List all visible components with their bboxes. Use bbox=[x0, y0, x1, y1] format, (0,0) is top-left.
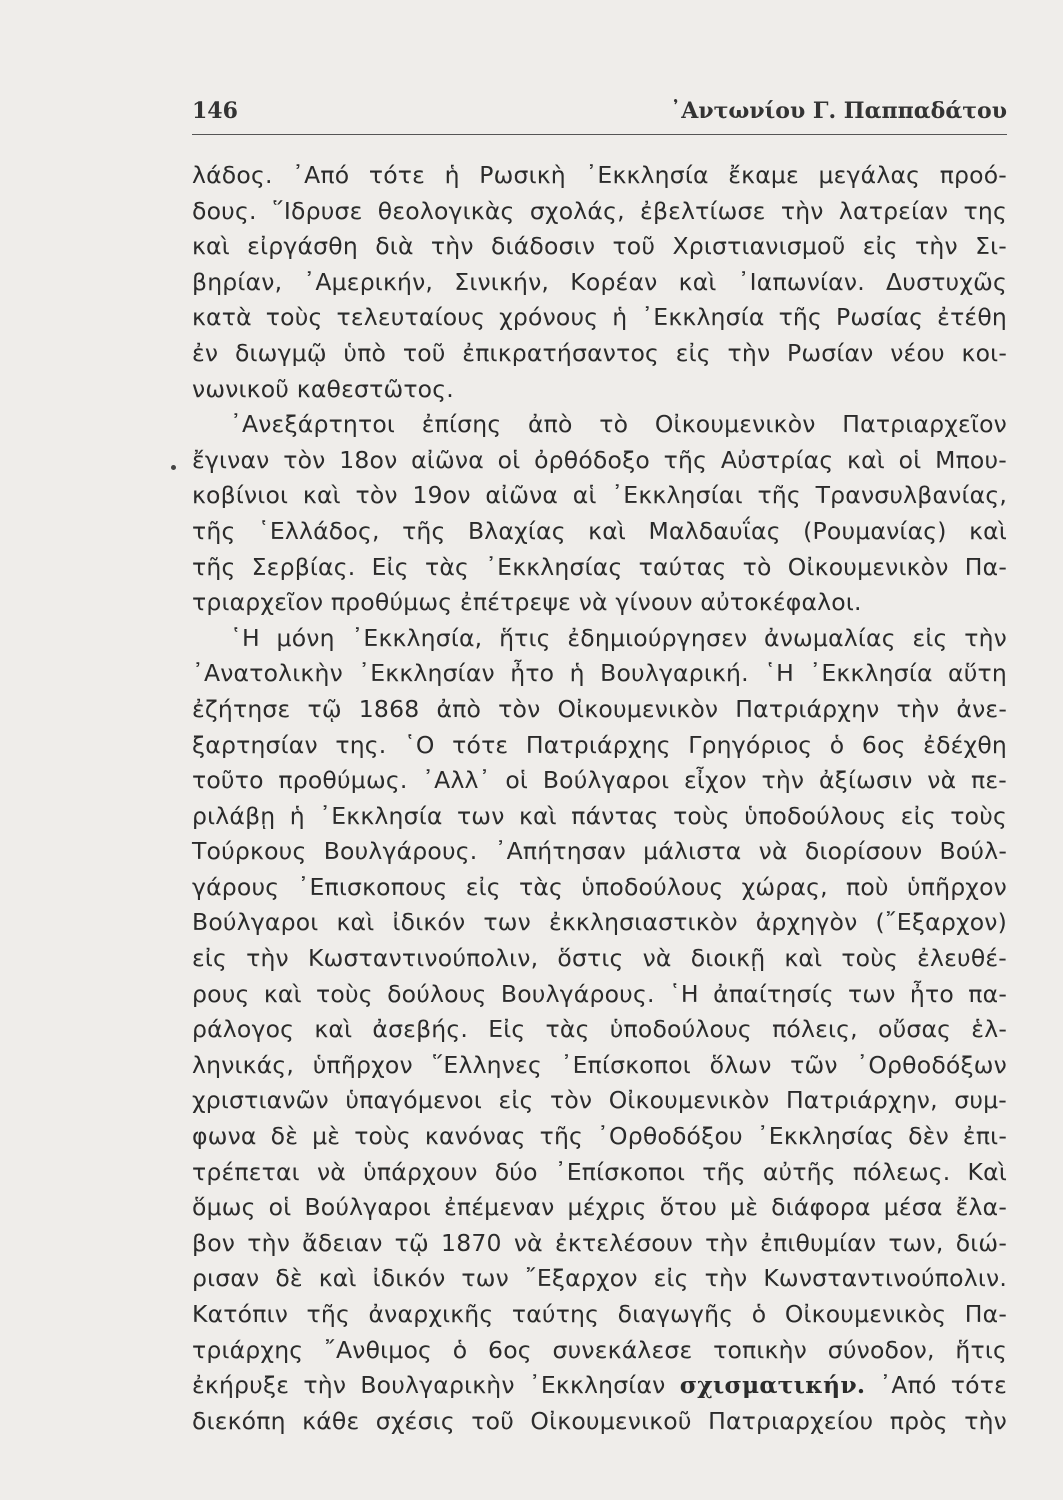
text-line: Κατόπιν τῆς ἀναρχικῆς ταύτης διαγωγῆς ὁ Οἰκουμενικὸς Πα- bbox=[192, 1300, 1007, 1328]
line-segment: ᾿Από τότε bbox=[865, 1371, 1007, 1400]
page-number: 146 bbox=[192, 98, 238, 124]
text-line: τοῦτο προθύμως. ᾿Αλλ᾿ οἱ Βούλγαροι εἶχον τὴν ἀξίωσιν νὰ πε- bbox=[192, 766, 1007, 795]
text-line: λάδος. ᾿Από τότε ἡ Ρωσικὴ ᾿Εκκλησία ἔκαμε μεγάλας προό- bbox=[192, 161, 1007, 189]
text-line: διεκόπη κάθε σχέσις τοῦ Οἰκουμενικοῦ Πατριαρχείου πρὸς τὴν bbox=[192, 1406, 1007, 1435]
text-line: βηρίαν, ᾿Αμερικήν, Σινικήν, Κορέαν καὶ ᾿Ιαπωνίαν. Δυστυχῶς bbox=[192, 267, 1007, 296]
text-line: τριάρχης ῎Ανθιμος ὁ 6ος συνεκάλεσε τοπικὴν σύνοδον, ἥτις bbox=[192, 1335, 1007, 1364]
text-line: ᾿Ανατολικὴν ᾿Εκκλησίαν ἦτο ἡ Βουλγαρική. ῾Η ᾿Εκκλησία αὕτη bbox=[192, 659, 1007, 688]
text-line: ῾Η μόνη ᾿Εκκλησία, ἥτις ἐδημιούργησεν ἀνωμαλίας εἰς τὴν bbox=[230, 623, 1007, 652]
text-line: ριλάβῃ ἡ ᾿Εκκλησία των καὶ πάντας τοὺς ὑποδούλους εἰς τοὺς bbox=[192, 801, 1007, 830]
text-line: τρέπεται νὰ ὑπάρχουν δύο ᾿Επίσκοποι τῆς αὐτῆς πόλεως. Καὶ bbox=[192, 1157, 1007, 1186]
text-line: ὅμως οἱ Βούλγαροι ἐπέμεναν μέχρις ὅτου μὲ διάφορα μέσα ἔλα- bbox=[192, 1193, 1007, 1222]
text-line: τῆς Σερβίας. Εἰς τὰς ᾿Εκκλησίας ταύτας τὸ Οἰκουμενικὸν Πα- bbox=[192, 552, 1007, 581]
text-line: νωνικοῦ καθεστῶτος. bbox=[192, 374, 454, 403]
text-line: ληνικάς, ὑπῆρχον ῞Ελληνες ᾿Επίσκοποι ὅλων τῶν ᾿Ορθοδόξων bbox=[192, 1050, 1007, 1079]
line-segment: ἐκήρυξε τὴν Βουλγαρικὴν ᾿Εκκλησίαν bbox=[192, 1371, 680, 1400]
text-line: ᾿Ανεξάρτητοι ἐπίσης ἀπὸ τὸ Οἰκουμενικὸν Πατριαρχεῖον bbox=[230, 410, 1007, 439]
text-line: κατὰ τοὺς τελευταίους χρόνους ἡ ᾿Εκκλησία τῆς Ρωσίας ἐτέθη bbox=[192, 303, 1007, 332]
text-line: ρους καὶ τοὺς δούλους Βουλγάρους. ῾Η ἀπαίτησίς των ἦτο πα- bbox=[192, 979, 1007, 1008]
text-line: δους. ῞Ιδρυσε θεολογικὰς σχολάς, ἐβελτίωσε τὴν λατρείαν της bbox=[192, 196, 1007, 225]
text-line: βον τὴν ἄδειαν τῷ 1870 νὰ ἐκτελέσουν τὴν ἐπιθυμίαν των, διώ- bbox=[192, 1228, 1007, 1257]
text-line-with-bold bbox=[192, 1368, 1007, 1404]
text-line: εἰς τὴν Κωσταντινούπολιν, ὅστις νὰ διοικῇ καὶ τοὺς ἐλευθέ- bbox=[192, 944, 1007, 973]
text-line: χριστιανῶν ὑπαγόμενοι εἰς τὸν Οἰκουμενικὸν Πατριάρχην, συμ- bbox=[192, 1086, 1007, 1115]
page-header bbox=[192, 94, 1007, 135]
print-speck bbox=[171, 465, 176, 470]
text-line: Τούρκους Βουλγάρους. ᾿Απήτησαν μάλιστα νὰ διορίσουν Βούλ- bbox=[192, 837, 1007, 866]
bold-term: σχισματικήν. bbox=[679, 1371, 866, 1400]
text-line: ἐν διωγμῷ ὑπὸ τοῦ ἐπικρατήσαντος εἰς τὴν Ρωσίαν νέου κοι- bbox=[192, 338, 1007, 367]
text-line: κοβίνιοι καὶ τὸν 19ον αἰῶνα αἱ ᾿Εκκλησίαι τῆς Τρανσυλβανίας, bbox=[192, 481, 1007, 510]
body-text bbox=[192, 158, 1007, 1439]
text-line: Βούλγαροι καὶ ἰδικόν των ἐκκλησιαστικὸν ἀρχηγὸν (῎Εξαρχον) bbox=[192, 908, 1007, 937]
text-line: ρισαν δὲ καὶ ἰδικόν των ῎Εξαρχον εἰς τὴν Κωνσταντινούπολιν. bbox=[192, 1264, 1007, 1293]
text-line: ἐζήτησε τῷ 1868 ἀπὸ τὸν Οἰκουμενικὸν Πατριάρχην τὴν ἀνε- bbox=[192, 694, 1007, 723]
text-line: γάρους ᾿Επισκοπους εἰς τὰς ὑποδούλους χώρας, ποὺ ὑπῆρχον bbox=[192, 872, 1007, 901]
text-line: ἔγιναν τὸν 18ον αἰῶνα οἱ ὀρθόδοξο τῆς Αὐστρίας καὶ οἱ Μπου- bbox=[192, 445, 1007, 474]
text-line: ράλογος καὶ ἀσεβής. Εἰς τὰς ὑποδούλους πόλεις, οὔσας ἑλ- bbox=[192, 1015, 1007, 1044]
text-line: φωνα δὲ μὲ τοὺς κανόνας τῆς ᾿Ορθοδόξου ᾿Εκκλησίας δὲν ἐπι- bbox=[192, 1122, 1007, 1151]
running-head: ᾿Αντωνίου Γ. Παππαδάτου bbox=[670, 98, 1007, 124]
text-line: τῆς ῾Ελλάδος, τῆς Βλαχίας καὶ Μαλδαυΐας (Ρουμανίας) καὶ bbox=[192, 516, 1007, 545]
text-line: καὶ εἰργάσθη διὰ τὴν διάδοσιν τοῦ Χριστιανισμοῦ εἰς τὴν Σι- bbox=[192, 232, 1007, 261]
text-line: τριαρχεῖον προθύμως ἐπέτρεψε νὰ γίνουν αὐτοκέφαλοι. bbox=[192, 588, 862, 617]
text-line: ξαρτησίαν της. ῾Ο τότε Πατριάρχης Γρηγόριος ὁ 6ος ἐδέχθη bbox=[192, 730, 1007, 759]
